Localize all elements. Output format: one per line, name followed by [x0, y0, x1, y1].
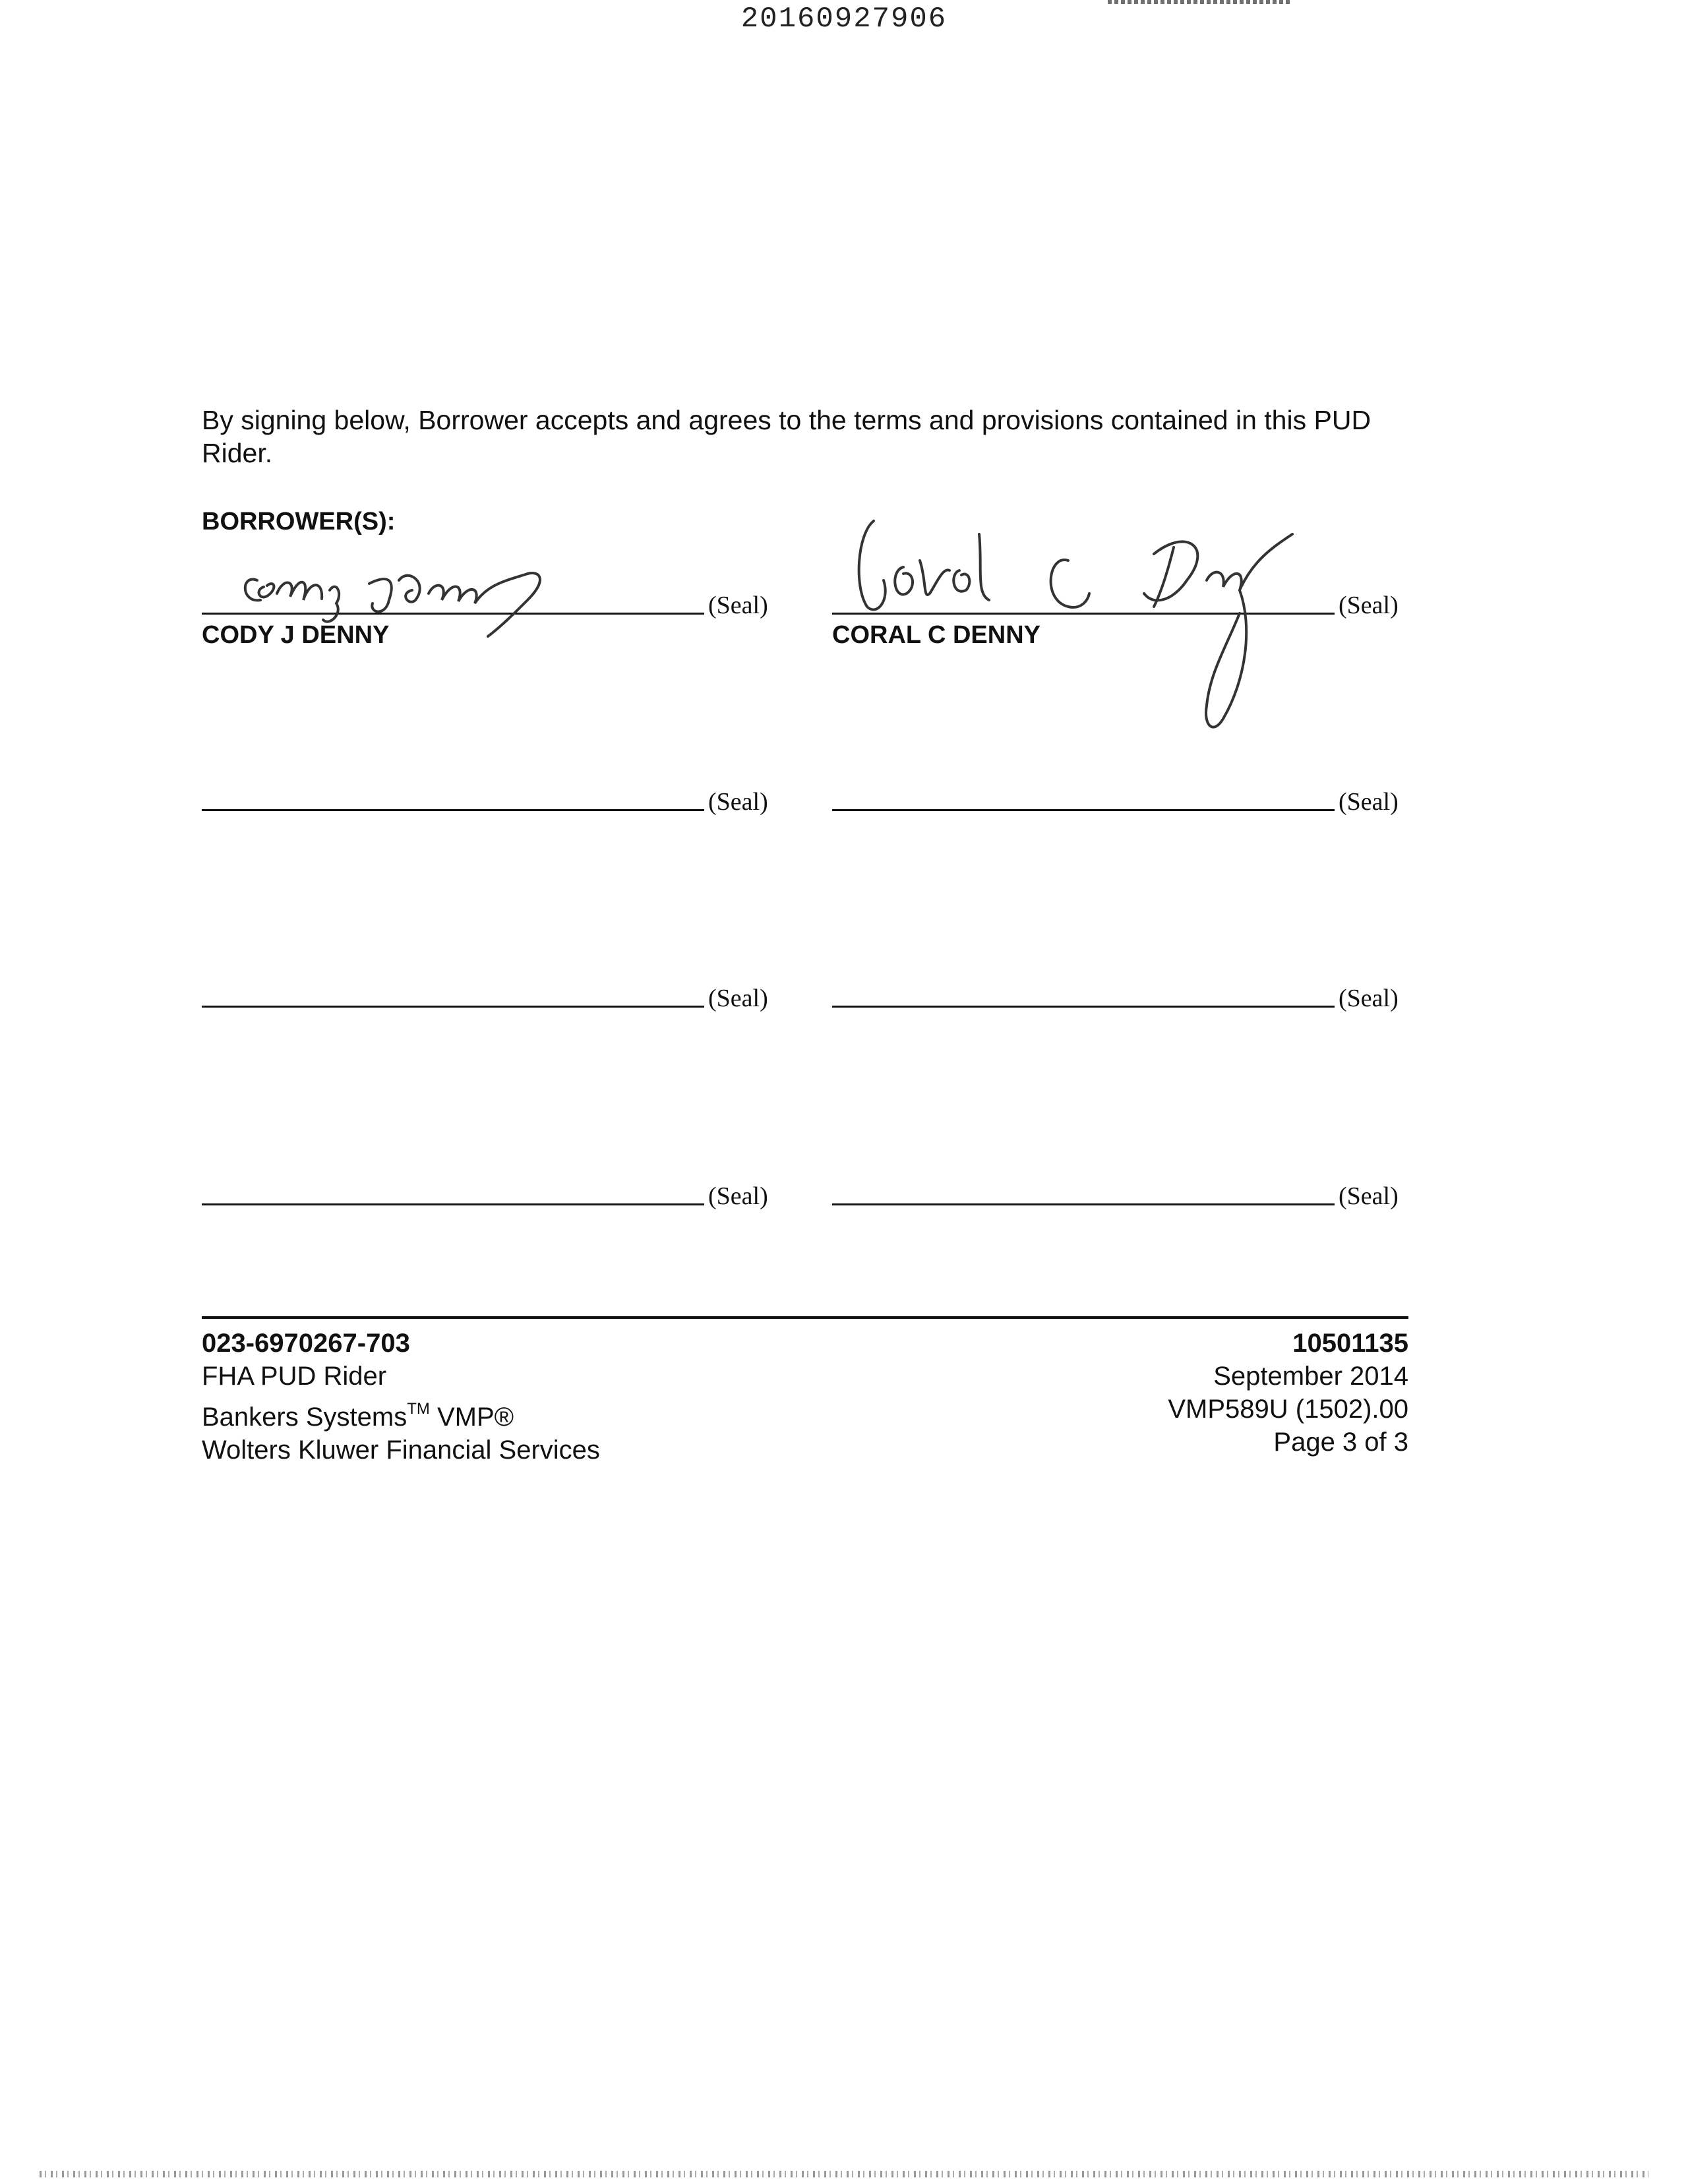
signature-line	[202, 1203, 704, 1205]
form-date: September 2014	[1213, 1362, 1408, 1391]
seal-label: (Seal)	[708, 592, 768, 619]
signature-line	[832, 1006, 1335, 1008]
footer-left	[202, 1327, 600, 1467]
signature-block-blank-3	[202, 961, 782, 1012]
signature-line	[832, 1203, 1335, 1205]
signature-line	[832, 613, 1335, 615]
scan-marks-bottom	[40, 2171, 1648, 2177]
signature-line	[832, 809, 1335, 811]
vendor-product: VMP®	[437, 1403, 514, 1432]
signature-line	[202, 809, 704, 811]
signature-block-blank-6	[832, 1159, 1412, 1210]
form-name: FHA PUD Rider	[202, 1362, 387, 1391]
trademark-mark: TM	[407, 1400, 430, 1418]
recording-number: 20160927906	[740, 3, 948, 36]
seal-label: (Seal)	[708, 788, 768, 816]
seal-label: (Seal)	[1339, 985, 1399, 1012]
footer-right	[1168, 1327, 1408, 1459]
form-code: VMP589U (1502).00	[1168, 1395, 1408, 1424]
borrowers-label: BORROWER(S):	[202, 508, 396, 535]
document-id: 10501135	[1292, 1329, 1408, 1358]
seal-label: (Seal)	[708, 1182, 768, 1210]
page-number: Page 3 of 3	[1273, 1428, 1408, 1457]
company-name: Wolters Kluwer Financial Services	[202, 1436, 600, 1465]
footer-rule	[202, 1316, 1408, 1319]
signer-name-cody: CODY J DENNY	[202, 621, 390, 649]
vendor-name: Bankers Systems	[202, 1403, 407, 1432]
seal-label: (Seal)	[1339, 1182, 1399, 1210]
signature-block-blank-5	[202, 1159, 782, 1210]
signature-block-blank-2	[832, 765, 1412, 816]
seal-label: (Seal)	[1339, 788, 1399, 816]
signer-name-coral: CORAL C DENNY	[832, 621, 1040, 649]
loan-number: 023-6970267-703	[202, 1329, 410, 1358]
signature-block-blank-4	[832, 961, 1412, 1012]
signature-line	[202, 613, 704, 615]
acceptance-paragraph: By signing below, Borrower accepts and agrees to the terms and provisions contained in this PUD Rider.	[202, 405, 1372, 468]
seal-label: (Seal)	[1339, 592, 1399, 619]
vendor-line	[202, 1393, 600, 1434]
signature-block-blank-1	[202, 765, 782, 816]
seal-label: (Seal)	[708, 985, 768, 1012]
signature-line	[202, 1006, 704, 1008]
signature-block-cody	[202, 568, 782, 619]
signature-block-coral	[832, 568, 1412, 619]
